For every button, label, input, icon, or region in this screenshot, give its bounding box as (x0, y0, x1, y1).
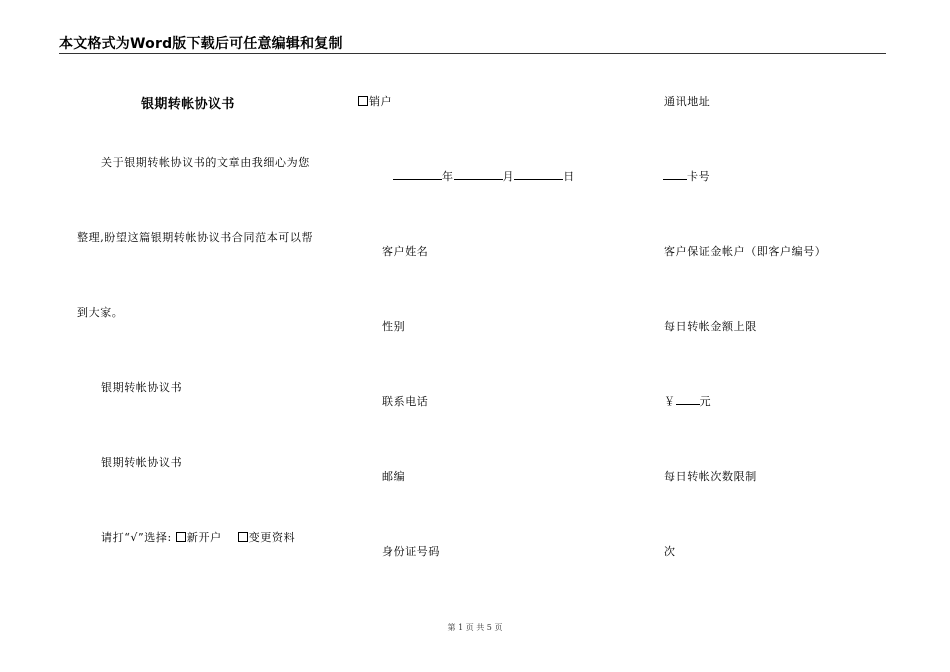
margin-account-label: 客户保证金帐户（即客户编号） (664, 245, 827, 258)
intro-line-3: 到大家。 (77, 306, 124, 319)
cancel-account-checkbox[interactable] (358, 96, 368, 106)
month-blank[interactable] (454, 169, 503, 180)
daily-amount-limit-label: 每日转帐金额上限 (664, 320, 757, 333)
postcode-label: 邮编 (382, 470, 406, 483)
cancel-option (358, 93, 392, 109)
date-line (393, 168, 575, 184)
document-title: 银期转帐协议书 (141, 97, 235, 112)
day-blank[interactable] (514, 169, 563, 180)
card-number-line (663, 168, 710, 184)
change-info-label: 变更资料 (248, 531, 296, 544)
selection-line (101, 529, 295, 545)
intro-line-2: 整理,盼望这篇银期转帐协议书合同范本可以帮 (77, 231, 314, 244)
daily-count-limit-label: 每日转帐次数限制 (664, 470, 757, 483)
new-account-checkbox[interactable] (176, 532, 186, 542)
day-label: 日 (563, 170, 575, 183)
intro-line-1: 关于银期转帐协议书的文章由我细心为您 (101, 156, 310, 169)
cancel-account-label: 销户 (369, 95, 393, 108)
yen-symbol: ￥ (664, 395, 676, 408)
amount-line (664, 393, 711, 409)
page-footer: 第 1 页 共 5 页 (447, 623, 503, 632)
selection-prompt: 请打“√”选择: (101, 531, 172, 544)
year-label: 年 (442, 170, 454, 183)
document-header: 本文格式为Word版下载后可任意编辑和复制 (59, 36, 343, 52)
times-label: 次 (664, 545, 676, 558)
year-blank[interactable] (393, 169, 442, 180)
customer-name-label: 客户姓名 (382, 245, 429, 258)
card-number-label: 卡号 (687, 170, 711, 183)
amount-blank[interactable] (676, 394, 700, 405)
phone-label: 联系电话 (382, 395, 429, 408)
section-heading-2: 银期转帐协议书 (101, 456, 183, 469)
new-account-label: 新开户 (186, 531, 222, 544)
section-heading-1: 银期转帐协议书 (101, 381, 183, 394)
address-label: 通讯地址 (664, 95, 711, 108)
card-number-blank[interactable] (663, 169, 687, 180)
header-divider (59, 53, 886, 54)
id-number-label: 身份证号码 (382, 545, 440, 558)
gender-label: 性别 (382, 320, 406, 333)
change-info-checkbox[interactable] (238, 532, 248, 542)
yuan-label: 元 (699, 395, 712, 408)
month-label: 月 (502, 170, 515, 183)
